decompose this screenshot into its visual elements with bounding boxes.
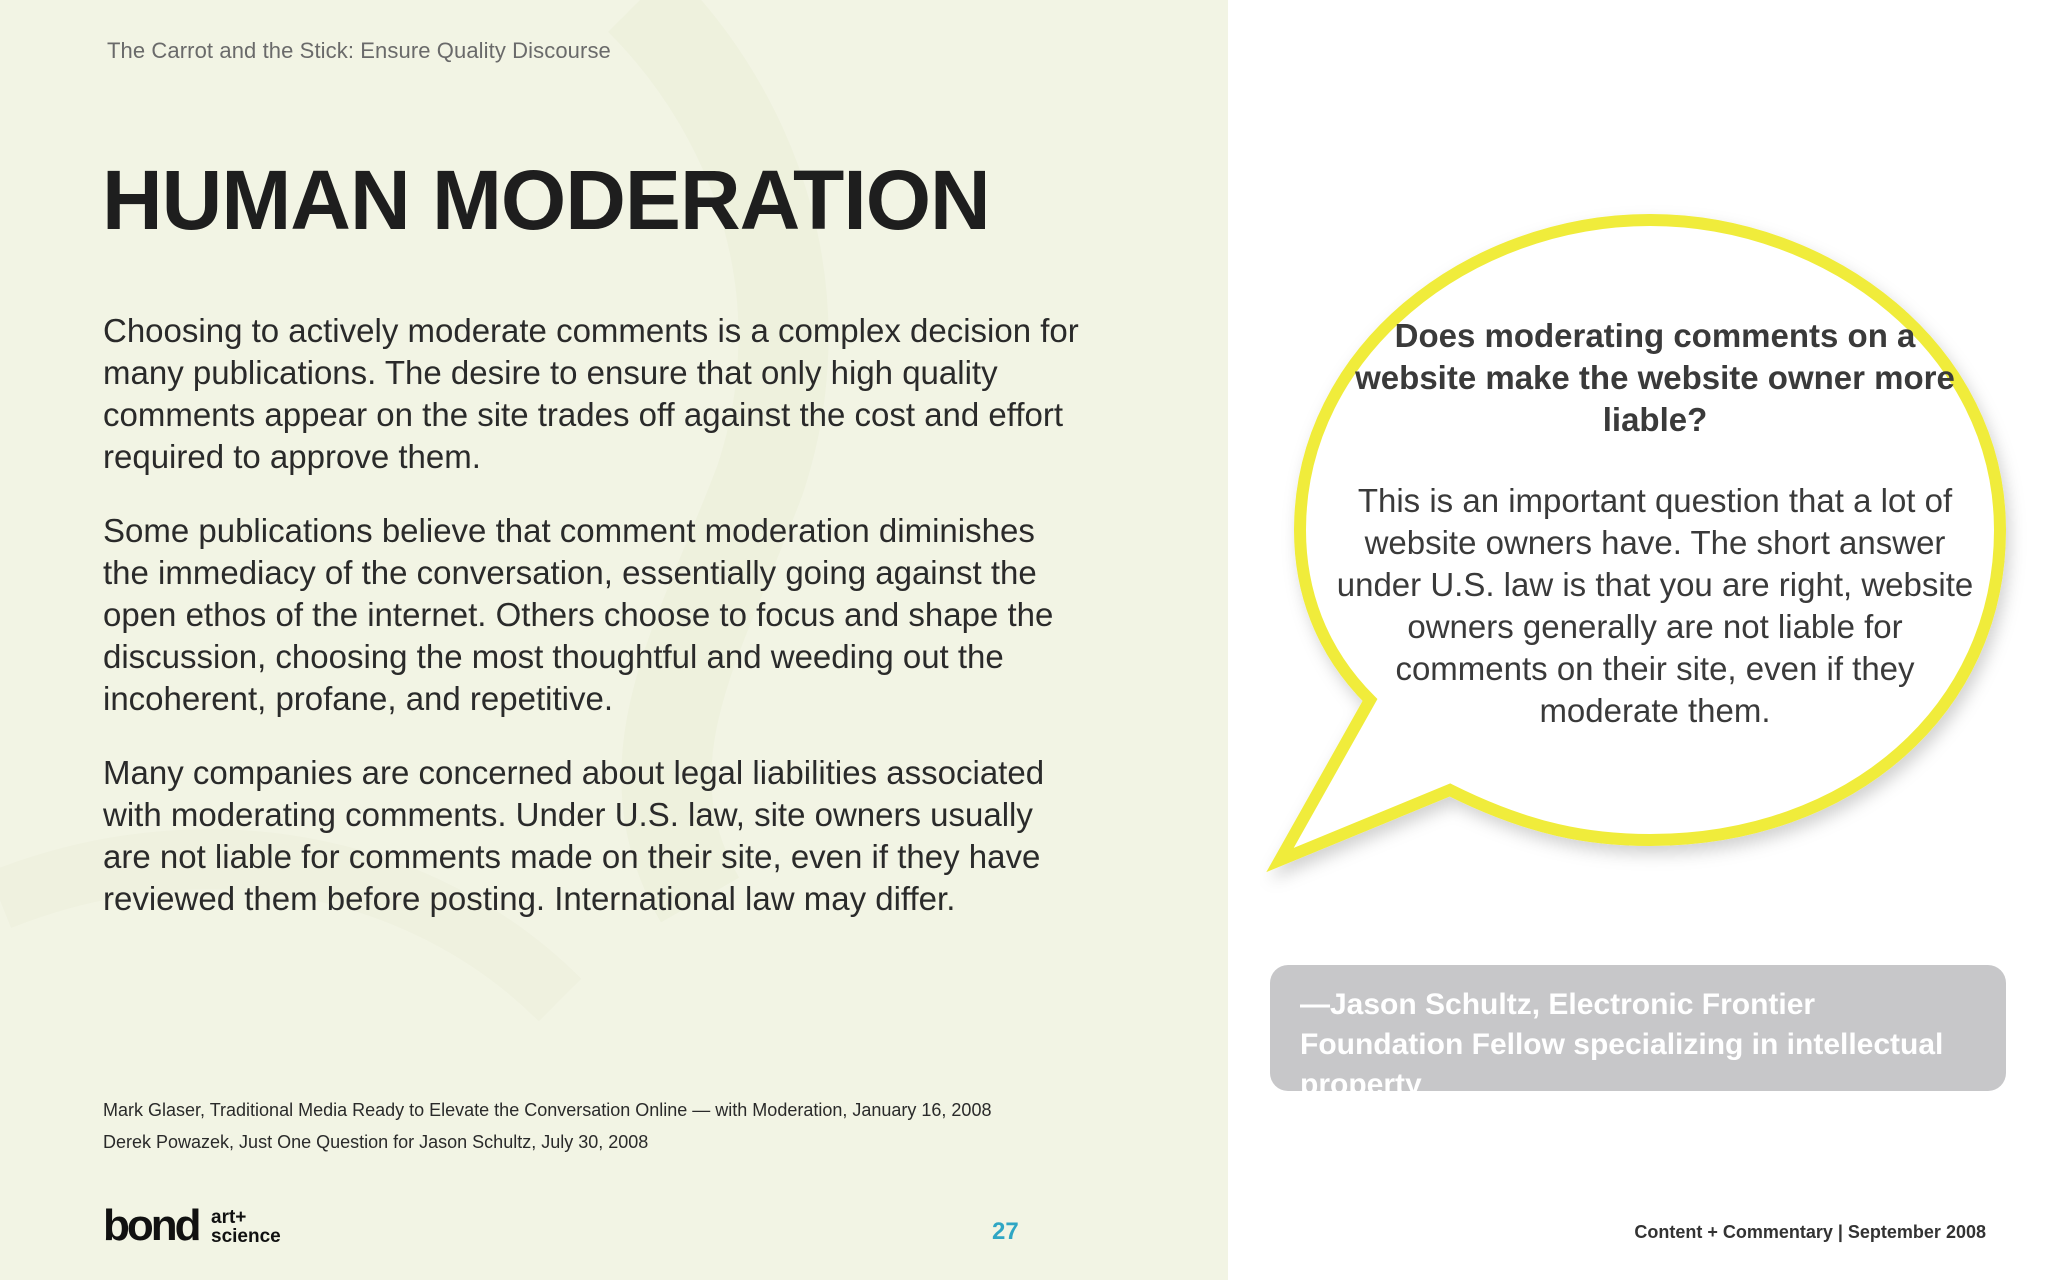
body-paragraph: Choosing to actively moderate comments is a complex decision for many publications. The desire to ensure that only high quality comments appear on the site trades off against the cost and effort required to approve them. xyxy=(103,312,1079,475)
publication-footer: Content + Commentary | September 2008 xyxy=(1634,1222,1986,1242)
citation-item: Derek Powazek, Just One Question for Jason Schultz, July 30, 2008 xyxy=(103,1132,649,1152)
page-title: HUMAN MODERATION xyxy=(102,153,990,247)
logo-tagline xyxy=(211,1208,281,1246)
attribution-box xyxy=(1270,965,2006,1101)
page-number: 27 xyxy=(992,1218,1019,1245)
section-label: The Carrot and the Stick: Ensure Quality Discourse xyxy=(107,38,611,63)
body-text xyxy=(103,310,1083,952)
citations xyxy=(103,1094,991,1158)
callout-question: Does moderating comments on a website make the website owner more liable? xyxy=(1355,317,1955,438)
citation-item: Mark Glaser, Traditional Media Ready to Elevate the Conversation Online — with Moderation, January 16, 2008 xyxy=(103,1100,992,1120)
callout-answer: This is an important question that a lot of website owners have. The short answer under U.S. law is that you are right, website owners generally are not liable for comments on their site, even if they moderate them. xyxy=(1336,482,1974,729)
logo-wordmark: bond xyxy=(103,1201,199,1250)
logo-tagline-line1: art+ xyxy=(211,1207,247,1228)
attribution-text: —Jason Schultz, Electronic Frontier Foundation Fellow specializing in intellectual property xyxy=(1300,988,1944,1101)
body-paragraph: Some publications believe that comment moderation diminishes the immediacy of the conversation, essentially going against the open ethos of the internet. Others choose to focus and shape the discussion, choosing the most thoughtful and weeding out the incoherent, profane, and repetitive. xyxy=(103,512,1054,717)
logo-tagline-line2: science xyxy=(211,1226,281,1247)
body-paragraph: Many companies are concerned about legal liabilities associated with moderating comments. Under U.S. law, site owners usually are not liable for comments made on their site, even if they have reviewed them before posting. International law may differ. xyxy=(103,754,1045,917)
